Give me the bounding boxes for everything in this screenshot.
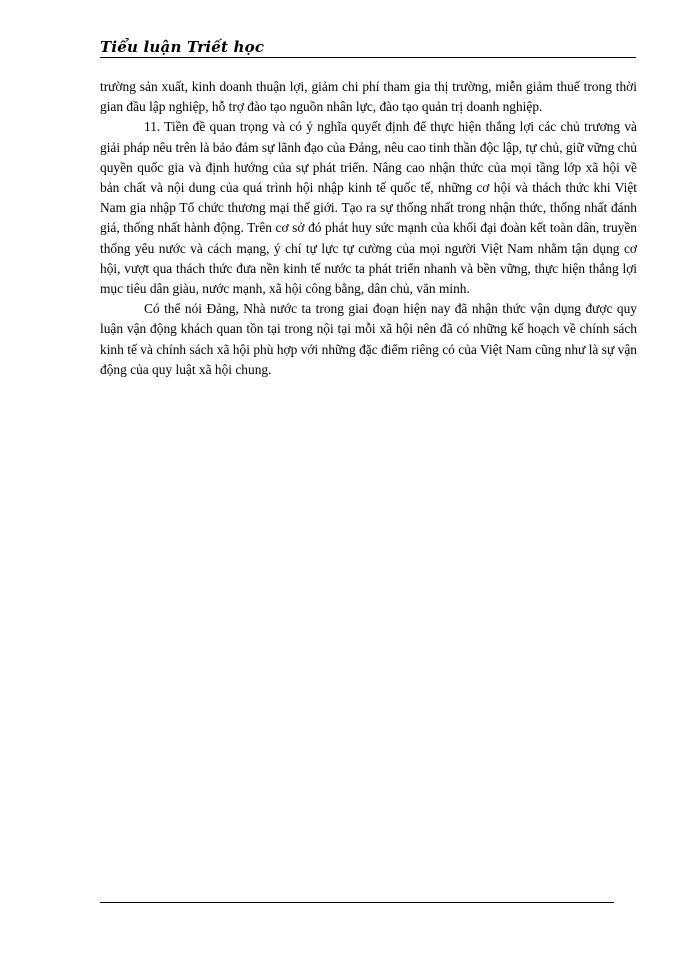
paragraph-point-11: 11. Tiền đề quan trọng và có ý nghĩa quyết định để thực hiện thắng lợi các chủ trương và giải pháp nêu trên là bảo đảm sự lãnh đạo của Đảng, nêu cao tinh thần độc lập, tự chủ, giữ vững chủ quyền quốc gia và định hướng của sự phát triển. Nâng cao nhận thức của mọi tầng lớp xã hội về bản chất và nội dung của quá trình hội nhập kinh tế quốc tế, những cơ hội và thách thức khi Việt Nam gia nhập Tổ chức thương mại thế giới. Tạo ra sự thống nhất trong nhận thức, thống nhất đánh giá, thống nhất hành động. Trên cơ sở đó phát huy sức mạnh của khối đại đoàn kết toàn dân, truyền thống yêu nước và cách mạng, ý chí tự lực tự cường của mọi người Việt Nam nhằm tận dụng cơ hội, vượt qua thách thức đưa nền kinh tế nước ta phát triển nhanh và bền vững, thực hiện thắng lợi mục tiêu dân giàu, nước mạnh, xã hội công bằng, dân chủ, văn minh.: [100, 119, 637, 297]
header-divider: [100, 57, 636, 58]
paragraph-continuation: trường sản xuất, kinh doanh thuận lợi, giảm chi phí tham gia thị trường, miễn giảm thuế trong thời gian đầu lập nghiệp, hỗ trợ đào tạo nguồn nhân lực, đào tạo quản trị doanh nghiệp.: [100, 79, 637, 115]
page-header-title: Tiểu luận Triết học: [100, 38, 265, 56]
footer-divider: [100, 902, 614, 903]
document-body: [100, 77, 637, 380]
paragraph-conclusion: Có thể nói Đảng, Nhà nước ta trong giai đoạn hiện nay đã nhận thức vận dụng được quy luận vận động khách quan tồn tại trong nội tại mỗi xã hội nên đã có những kế hoạch về chính sách kinh tế và chính sách xã hội phù hợp với những đặc điểm riêng có của Việt Nam cũng như là sự vận động của quy luật xã hội chung.: [100, 301, 637, 377]
